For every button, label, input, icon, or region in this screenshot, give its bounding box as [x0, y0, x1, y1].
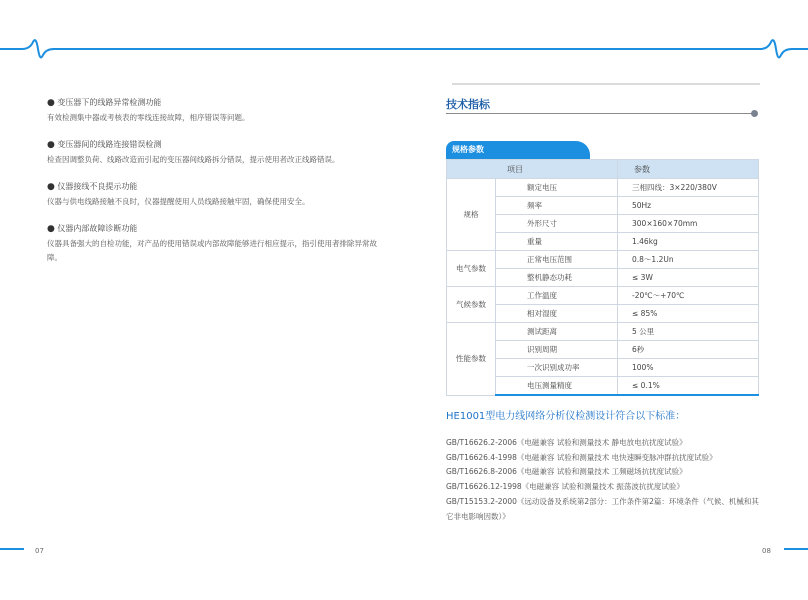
table-row	[447, 287, 759, 305]
item-cell: 频率	[496, 197, 618, 215]
feature-title-text: 仪器内部故障诊断功能	[57, 224, 138, 233]
feature-title: ● 变压器间的线路连接错误检测	[47, 140, 162, 150]
feature-title: ● 仪器内部故障诊断功能	[47, 224, 138, 234]
page-number-left: 07	[35, 547, 44, 555]
table-row	[447, 323, 759, 341]
item-cell: 一次识别成功率	[496, 359, 618, 377]
spec-table-tab: 规格参数	[446, 141, 590, 159]
item-cell: 识别周期	[496, 341, 618, 359]
value-cell: 1.46kg	[618, 233, 759, 251]
table-row	[447, 251, 759, 269]
value-cell: ≤ 3W	[618, 269, 759, 287]
standards-list	[446, 436, 764, 524]
item-cell: 整机静态功耗	[496, 269, 618, 287]
value-cell: -20℃～+70℃	[618, 287, 759, 305]
value-cell: 0.8～1.2Un	[618, 251, 759, 269]
spec-table	[446, 159, 759, 396]
value-cell: 300×160×70mm	[618, 215, 759, 233]
feature-desc: 仪器与供电线路接触不良时，仪器提醒使用人员线路接触牢固，确保使用安全。	[47, 197, 310, 206]
feature-4	[47, 223, 377, 264]
feature-desc: 有效检测集中器或考核表的零线连接故障，相序错误等问题。	[47, 113, 250, 122]
item-cell: 相对湿度	[496, 305, 618, 323]
header-value: 参数	[618, 160, 759, 179]
feature-title-text: 变压器间的线路连接错误检测	[57, 140, 162, 149]
value-cell: 100%	[618, 359, 759, 377]
value-cell: 三相四线：3×220/380V	[618, 179, 759, 197]
section-underline	[446, 113, 752, 114]
feature-desc: 仪器具备强大的自检功能，对产品的使用错误或内部故障能够进行相应提示，指引使用者排除异常故障。	[47, 239, 377, 262]
feature-desc: 检查因调整负荷、线路改造而引起的变压器间线路拆分错误，提示使用者改正线路错误。	[47, 155, 340, 164]
feature-title: ● 仪器接线不良提示功能	[47, 182, 138, 192]
page-number-right: 08	[762, 547, 771, 555]
group-label: 性能参数	[447, 323, 496, 396]
feature-3	[47, 181, 377, 209]
top-wave-line	[0, 40, 808, 57]
section-title: 技术指标	[446, 98, 490, 111]
item-cell: 电压测量精度	[496, 377, 618, 396]
group-label: 规格	[447, 179, 496, 251]
feature-title-text: 仪器接线不良提示功能	[57, 182, 138, 191]
table-row	[447, 179, 759, 197]
standard-item: GB/T16626.12-1998《电磁兼容 试验和测量技术 振荡波抗扰度试验》	[446, 482, 684, 492]
table-header-row	[447, 160, 759, 179]
item-cell: 重量	[496, 233, 618, 251]
feature-title-text: 变压器下的线路异常检测功能	[57, 98, 162, 107]
value-cell: ≤ 85%	[618, 305, 759, 323]
group-label: 电气参数	[447, 251, 496, 287]
value-cell: 6秒	[618, 341, 759, 359]
item-cell: 正常电压范围	[496, 251, 618, 269]
standard-item: GB/T16626.8-2006《电磁兼容 试验和测量技术 工频磁场抗扰度试验》	[446, 467, 687, 477]
header-item: 项目	[447, 160, 618, 179]
item-cell: 外形尺寸	[496, 215, 618, 233]
standard-item: GB/T16626.2-2006《电磁兼容 试验和测量技术 静电放电抗扰度试验》	[446, 438, 687, 447]
section-dot	[751, 110, 758, 117]
value-cell: 50Hz	[618, 197, 759, 215]
group-label: 气候参数	[447, 287, 496, 323]
feature-1	[47, 97, 377, 125]
value-cell: ≤ 0.1%	[618, 377, 759, 396]
item-cell: 测试距离	[496, 323, 618, 341]
feature-title: ● 变压器下的线路异常检测功能	[47, 98, 162, 108]
item-cell: 额定电压	[496, 179, 618, 197]
standards-title: HE1001型电力线网络分析仪检测设计符合以下标准：	[446, 411, 686, 422]
standard-item: GB/T15153.2-2000《远动设备及系统第2部分：工作条件第2篇：环境条件（气候、机械和其它非电影响因数）》	[446, 496, 759, 521]
item-cell: 工作温度	[496, 287, 618, 305]
feature-2	[47, 139, 377, 167]
value-cell: 5 公里	[618, 323, 759, 341]
standard-item: GB/T16626.4-1998《电磁兼容 试验和测量技术 电快速瞬变脉冲群抗扰度试验》	[446, 452, 717, 462]
